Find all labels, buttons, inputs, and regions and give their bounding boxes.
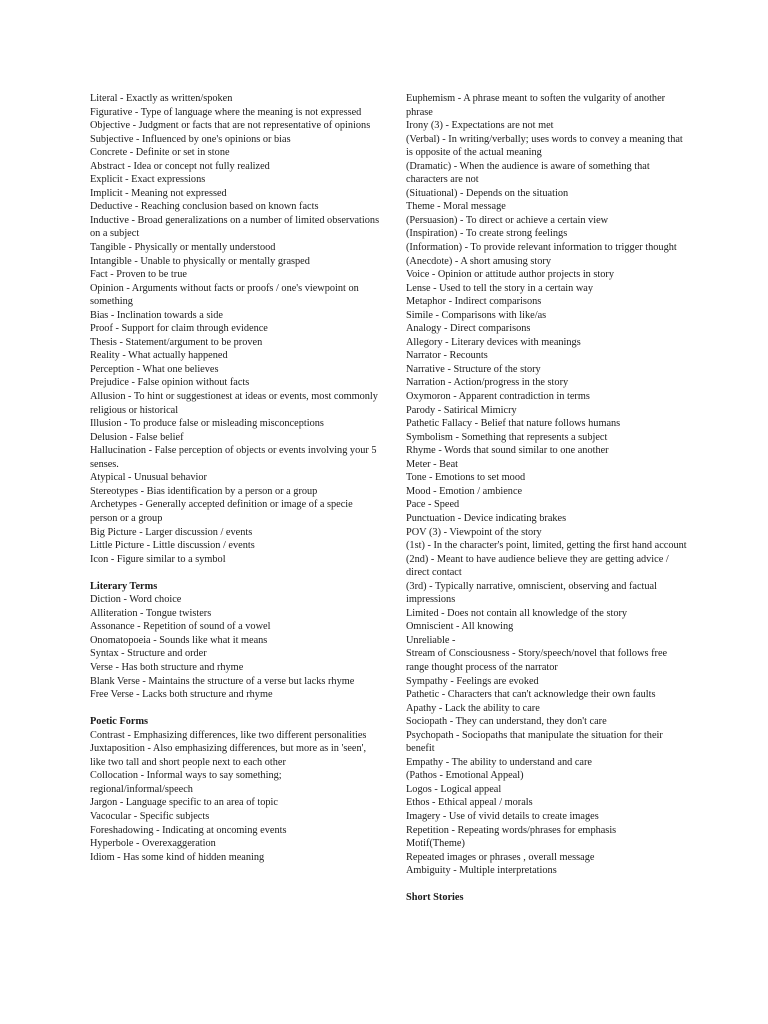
- term-entry: Tangible - Physically or mentally understood: [90, 242, 276, 254]
- term-entry: Narration - Action/progress in the story: [406, 377, 569, 389]
- term-entry: Archetypes - Generally accepted definition or image of a specie person or a group: [90, 499, 353, 524]
- term-entry: Opinion - Arguments without facts or proofs / one's viewpoint on something: [90, 282, 359, 308]
- term-entry: Allegory - Literary devices with meanings: [406, 336, 581, 348]
- term-entry: Little Picture - Little discussion / events: [90, 540, 255, 552]
- term-entry: Alliteration - Tongue twisters: [90, 607, 212, 619]
- term-entry: Ambiguity - Multiple interpretations: [406, 865, 557, 877]
- term-entry: Abstract - Idea or concept not fully realized: [90, 160, 270, 172]
- term-entry: Lense - Used to tell the story in a certain way: [406, 282, 593, 294]
- term-entry: Irony (3) - Expectations are not met: [406, 120, 554, 132]
- term-entry: Ethos - Ethical appeal / morals: [406, 797, 533, 809]
- term-entry: Delusion - False belief: [90, 431, 184, 443]
- term-entry: Reality - What actually happened: [90, 350, 228, 362]
- term-entry: Repeated images or phrases , overall message: [406, 851, 595, 863]
- term-entry: Explicit - Exact expressions: [90, 174, 206, 186]
- term-entry: Empathy - The ability to understand and care: [406, 756, 592, 768]
- term-entry: Narrator - Recounts: [406, 350, 488, 362]
- term-entry: (Situational) - Depends on the situation: [406, 187, 569, 199]
- term-entry: Proof - Support for claim through evidence: [90, 323, 268, 335]
- term-entry: Euphemism - A phrase meant to soften the vulgarity of another phrase: [406, 93, 666, 118]
- term-entry: Perception - What one believes: [90, 363, 219, 375]
- term-entry: Hyperbole - Overexaggeration: [90, 838, 216, 850]
- term-entry: Fact - Proven to be true: [90, 269, 187, 281]
- term-entry: Syntax - Structure and order: [90, 648, 207, 660]
- term-entry: (1st) - In the character's point, limited, getting the first hand account: [406, 540, 687, 552]
- term-entry: Big Picture - Larger discussion / events: [90, 526, 253, 538]
- term-entry: Vacocular - Specific subjects: [90, 810, 210, 822]
- term-entry: Juxtaposition - Also emphasizing differences, but more as in 'seen', like two tall and short people next to each other: [90, 743, 367, 768]
- section-heading: Poetic Forms: [90, 716, 149, 728]
- term-entry: Concrete - Definite or set in stone: [90, 147, 230, 159]
- term-entry: (3rd) - Typically narrative, omniscient, observing and factual impressions: [406, 580, 657, 606]
- term-entry: Onomatopoeia - Sounds like what it means: [90, 634, 268, 646]
- term-entry: Psychopath - Sociopaths that manipulate the situation for their benefit: [406, 729, 663, 755]
- term-entry: Pathetic - Characters that can't acknowledge their own faults: [406, 689, 656, 701]
- term-entry: Figurative - Type of language where the meaning is not expressed: [90, 106, 362, 118]
- term-entry: (Persuasion) - To direct or achieve a certain view: [406, 214, 609, 226]
- term-entry: Objective - Judgment or facts that are not representative of opinions: [90, 120, 371, 132]
- term-entry: Illusion - To produce false or misleading misconceptions: [90, 418, 324, 430]
- term-entry: Inductive - Broad generalizations on a number of limited observations on a subject: [90, 214, 380, 240]
- term-entry: Simile - Comparisons with like/as: [406, 309, 547, 321]
- term-entry: Thesis - Statement/argument to be proven: [90, 336, 263, 348]
- term-entry: Implicit - Meaning not expressed: [90, 187, 227, 199]
- section-heading: Short Stories: [406, 892, 464, 904]
- term-entry: (Pathos - Emotional Appeal): [406, 770, 524, 782]
- term-entry: Unreliable -: [406, 634, 456, 646]
- term-entry: Allusion - To hint or suggestionest at ideas or events, most commonly religious or historical: [90, 391, 378, 416]
- term-entry: Intangible - Unable to physically or mentally grasped: [90, 255, 310, 267]
- term-entry: Literal - Exactly as written/spoken: [90, 93, 233, 104]
- term-entry: Icon - Figure similar to a symbol: [90, 553, 226, 565]
- term-entry: Verse - Has both structure and rhyme: [90, 661, 244, 673]
- term-entry: Sociopath - They can understand, they don't care: [406, 716, 607, 728]
- term-entry: POV (3) - Viewpoint of the story: [406, 526, 542, 538]
- term-entry: (Verbal) - In writing/verbally; uses words to convey a meaning that is opposite of the actual meaning: [406, 133, 683, 159]
- term-entry: Deductive - Reaching conclusion based on known facts: [90, 201, 319, 213]
- term-entry: Analogy - Direct comparisons: [406, 323, 531, 335]
- term-entry: (Information) - To provide relevant information to trigger thought: [406, 242, 677, 254]
- term-entry: (Inspiration) - To create strong feelings: [406, 228, 568, 240]
- term-entry: Blank Verse - Maintains the structure of a verse but lacks rhyme: [90, 675, 355, 687]
- term-entry: Sympathy - Feelings are evoked: [406, 675, 539, 687]
- term-entry: Pathetic Fallacy - Belief that nature follows humans: [406, 418, 621, 430]
- term-entry: Punctuation - Device indicating brakes: [406, 512, 567, 524]
- term-entry: Narrative - Structure of the story: [406, 363, 541, 375]
- section-heading: Literary Terms: [90, 580, 158, 592]
- term-entry: Bias - Inclination towards a side: [90, 309, 223, 321]
- term-entry: Mood - Emotion / ambience: [406, 485, 523, 497]
- left-column: [90, 92, 380, 864]
- term-entry: Rhyme - Words that sound similar to one another: [406, 445, 609, 457]
- term-entry: Atypical - Unusual behavior: [90, 472, 207, 484]
- term-entry: Collocation - Informal ways to say something; regional/informal/speech: [90, 770, 282, 795]
- term-entry: Foreshadowing - Indicating at oncoming events: [90, 824, 287, 836]
- term-entry: Meter - Beat: [406, 458, 459, 470]
- term-entry: Stream of Consciousness - Story/speech/novel that follows free range thought process of the narrator: [406, 648, 668, 673]
- term-entry: Hallucination - False perception of objects or events involving your 5 senses.: [90, 445, 377, 470]
- term-entry: Jargon - Language specific to an area of topic: [90, 797, 278, 809]
- term-entry: Apathy - Lack the ability to care: [406, 702, 540, 714]
- term-entry: Tone - Emotions to set mood: [406, 472, 526, 484]
- term-entry: (Dramatic) - When the audience is aware of something that characters are not: [406, 160, 650, 186]
- term-entry: Repetition - Repeating words/phrases for emphasis: [406, 824, 617, 836]
- term-entry: Limited - Does not contain all knowledge of the story: [406, 607, 628, 619]
- term-entry: Motif(Theme): [406, 838, 465, 850]
- term-entry: Assonance - Repetition of sound of a vowel: [90, 621, 271, 633]
- term-entry: Pace - Speed: [406, 499, 460, 511]
- term-entry: Theme - Moral message: [406, 201, 506, 213]
- right-column: [406, 92, 688, 905]
- term-entry: Prejudice - False opinion without facts: [90, 377, 250, 389]
- term-entry: Stereotypes - Bias identification by a person or a group: [90, 485, 318, 497]
- term-entry: (2nd) - Meant to have audience believe they are getting advice / direct contact: [406, 553, 669, 579]
- term-entry: Voice - Opinion or attitude author projects in story: [406, 269, 614, 281]
- term-entry: Parody - Satirical Mimicry: [406, 404, 517, 416]
- term-entry: Subjective - Influenced by one's opinions or bias: [90, 133, 291, 145]
- term-entry: Omniscient - All knowing: [406, 621, 514, 633]
- term-entry: Contrast - Emphasizing differences, like two different personalities: [90, 729, 367, 741]
- term-entry: Idiom - Has some kind of hidden meaning: [90, 851, 265, 863]
- term-entry: (Anecdote) - A short amusing story: [406, 255, 551, 267]
- term-entry: Oxymoron - Apparent contradiction in terms: [406, 391, 590, 403]
- term-entry: Imagery - Use of vivid details to create images: [406, 810, 599, 822]
- term-entry: Diction - Word choice: [90, 594, 182, 606]
- term-entry: Metaphor - Indirect comparisons: [406, 296, 542, 308]
- term-entry: Logos - Logical appeal: [406, 783, 502, 795]
- term-entry: Free Verse - Lacks both structure and rhyme: [90, 689, 273, 701]
- term-entry: Symbolism - Something that represents a subject: [406, 431, 608, 443]
